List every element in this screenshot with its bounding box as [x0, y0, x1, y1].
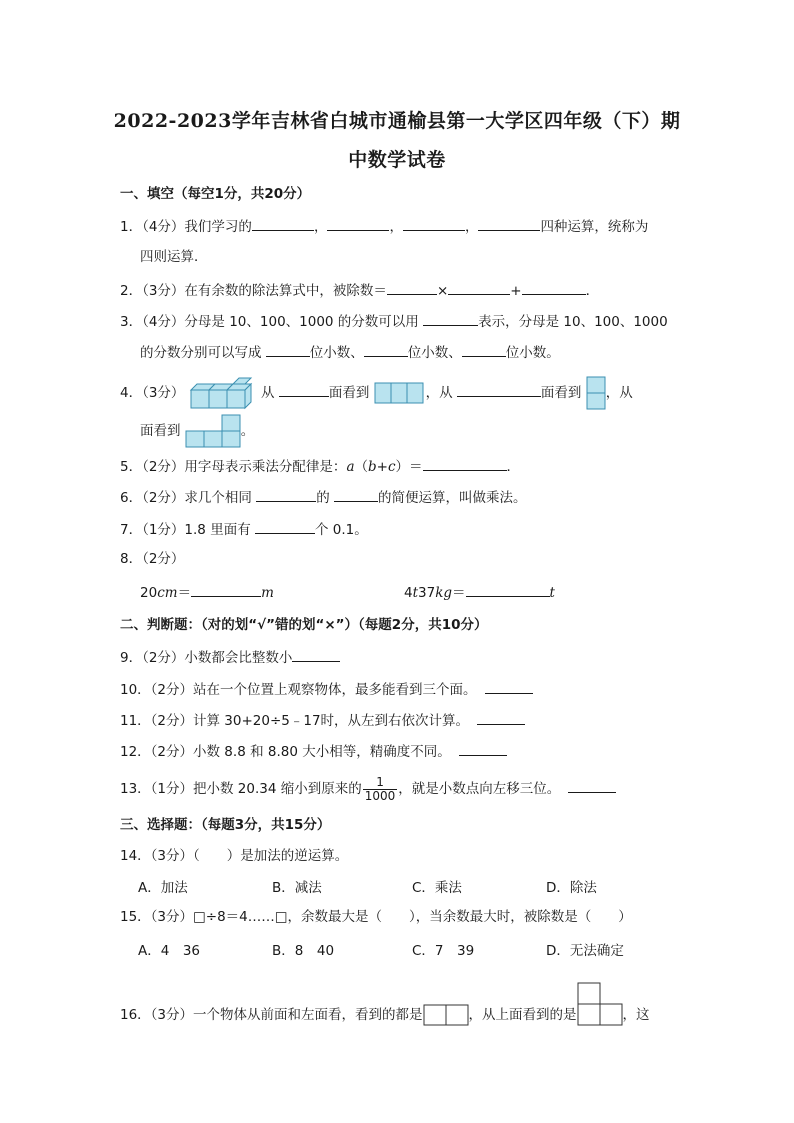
- value-4: 4: [404, 585, 413, 601]
- question-1: [120, 216, 648, 237]
- q5-end: ．: [506, 459, 521, 475]
- q6-text: 6．（2分）求几个相同: [120, 490, 257, 506]
- question-3-cont: [140, 342, 560, 363]
- q4-text: 4．（3分）: [120, 385, 185, 401]
- q15-option-b[interactable]: B．8 40: [272, 943, 335, 959]
- question-3: [120, 311, 668, 332]
- answer-blank[interactable]: [423, 456, 507, 471]
- answer-blank[interactable]: [255, 519, 315, 534]
- equals-sign: ＝: [452, 585, 466, 601]
- answer-blank[interactable]: [191, 582, 261, 597]
- question-1-cont: 四则运算．: [140, 249, 208, 265]
- q5-text: 5．（2分）用字母表示乘法分配律是：: [120, 459, 347, 475]
- q1-text: 1．（4分）我们学习的: [120, 219, 252, 235]
- section-true-false: 二、判断题：（对的划“√”错的划“×”）（每题2分，共10分）: [120, 617, 488, 633]
- answer-blank[interactable]: [266, 342, 310, 357]
- q11-text: 11．（2分）计算 30+20÷5﹣17时，从左到右依次计算。: [120, 713, 470, 729]
- value-37: 37: [418, 585, 436, 601]
- q3-text-3: 的分数分别可以写成: [140, 345, 266, 361]
- paren-close-eq: ）＝: [395, 459, 423, 475]
- q8-part-2: [404, 582, 555, 603]
- section-fill-in: 一、填空（每空1分，共20分）: [120, 186, 311, 202]
- question-10: [120, 679, 533, 700]
- answer-blank[interactable]: [568, 778, 616, 793]
- q4-from-2: ，从: [425, 385, 457, 401]
- plus-sign: +: [376, 459, 388, 475]
- q8-part-1: [140, 582, 274, 603]
- answer-blank[interactable]: [478, 216, 540, 231]
- view-top-l-shape: [577, 982, 623, 1026]
- question-11: [120, 710, 525, 731]
- q4-from-3: ，从: [605, 385, 633, 401]
- q10-text: 10．（2分）站在一个位置上观察物体，最多能看到三个面。: [120, 682, 477, 698]
- question-16: [120, 1004, 650, 1026]
- value-20: 20: [140, 585, 158, 601]
- section-multiple-choice: 三、选择题：（每题3分，共15分）: [120, 817, 331, 833]
- q4-see-3: 面看到: [140, 423, 181, 439]
- answer-blank[interactable]: [387, 280, 437, 295]
- q3-text-2: 表示，分母是 10、100、1000: [478, 314, 668, 330]
- unit-t: t: [549, 585, 555, 601]
- q13-text: 13．（1分）把小数 20.34 缩小到原来的: [120, 781, 362, 797]
- unit-t: t: [412, 585, 419, 601]
- equals-sign: ＝: [177, 585, 192, 601]
- q3-text-6: 位小数。: [505, 345, 560, 361]
- answer-blank[interactable]: [466, 582, 550, 597]
- var-b: b: [368, 459, 377, 475]
- question-2: [120, 280, 599, 301]
- q15-option-a[interactable]: A．4 36: [138, 943, 201, 959]
- times-sign: ×: [436, 283, 449, 299]
- q3-text: 3．（4分）分母是 10、100、1000 的分数可以用: [120, 314, 424, 330]
- q15-option-c[interactable]: C．7 39: [412, 943, 475, 959]
- q1-sep: ，: [464, 219, 479, 235]
- exam-title-line-2: 中数学试卷: [348, 149, 446, 171]
- answer-blank[interactable]: [364, 342, 408, 357]
- answer-blank[interactable]: [477, 710, 525, 725]
- question-14: 14．（3分）（ ）是加法的逆运算。: [120, 848, 349, 864]
- q14-option-b[interactable]: B．减法: [272, 880, 322, 896]
- view-two-stacked-squares: [586, 376, 606, 410]
- fraction-one-thousandth: [363, 776, 398, 803]
- answer-blank[interactable]: [522, 280, 586, 295]
- question-7: [120, 519, 368, 540]
- q7-text: 7．（1分）1.8 里面有: [120, 522, 255, 538]
- answer-blank[interactable]: [462, 342, 506, 357]
- answer-blank[interactable]: [327, 216, 389, 231]
- question-6: [120, 487, 527, 508]
- q4-see-2: 面看到: [540, 385, 582, 401]
- q3-text-5: 位小数、: [407, 345, 462, 361]
- unit-m: m: [261, 585, 274, 601]
- q16-text: 16．（3分）一个物体从前面和左面看，看到的都是: [120, 1007, 423, 1023]
- q1-sep: ，: [313, 219, 328, 235]
- answer-blank[interactable]: [423, 311, 478, 326]
- q1-sep: ，: [389, 219, 403, 235]
- answer-blank[interactable]: [279, 382, 329, 397]
- q2-end: ．: [585, 283, 600, 299]
- answer-blank[interactable]: [334, 487, 378, 502]
- view-two-squares: [423, 1004, 469, 1026]
- exam-title-line-1: 2022-2023学年吉林省白城市通榆县第一大学区四年级（下）期: [113, 110, 681, 132]
- q3-text-4: 位小数、: [309, 345, 364, 361]
- plus-sign: +: [510, 283, 522, 299]
- q13-text-2: ，就是小数点向左移三位。: [398, 781, 561, 797]
- question-8: 8．（2分）: [120, 551, 185, 567]
- q4-see: 面看到: [328, 385, 370, 401]
- answer-blank[interactable]: [457, 382, 541, 397]
- answer-blank[interactable]: [256, 487, 316, 502]
- fraction-denominator: 1000: [364, 788, 396, 803]
- q16-text-2: ，从上面看到的是: [468, 1007, 577, 1023]
- answer-blank[interactable]: [459, 741, 507, 756]
- question-4: [120, 376, 633, 410]
- question-13: [120, 774, 616, 804]
- view-three-squares: [374, 382, 426, 404]
- q12-text: 12．（2分）小数 8.8 和 8.80 大小相等，精确度不同。: [120, 744, 451, 760]
- question-4-cont: [140, 414, 254, 448]
- q14-option-c[interactable]: C．乘法: [412, 880, 462, 896]
- q4-end: 。: [240, 423, 255, 439]
- cube-stack-figure: [189, 376, 257, 410]
- answer-blank[interactable]: [292, 647, 340, 662]
- q7-text-2: 个 0.1。: [314, 522, 368, 538]
- q14-option-d[interactable]: D．除法: [546, 880, 597, 896]
- q6-text-2: 的: [316, 490, 335, 506]
- var-c: c: [387, 459, 396, 475]
- paren-open: （: [354, 459, 368, 475]
- var-a: a: [346, 459, 355, 475]
- fraction-numerator: 1: [363, 776, 398, 790]
- q14-option-a[interactable]: A．加法: [138, 880, 188, 896]
- q6-text-3: 的简便运算，叫做乘法。: [378, 490, 527, 506]
- question-5: [120, 456, 520, 477]
- question-15: 15．（3分）□÷8＝4……□，余数最大是（ ），当余数最大时，被除数是（ ）: [120, 909, 632, 925]
- q16-text-3: ，这: [622, 1007, 650, 1023]
- q4-from: 从: [261, 385, 279, 401]
- q1-text-end: 四种运算，统称为: [540, 219, 649, 235]
- q2-text: 2．（3分）在有余数的除法算式中，被除数＝: [120, 283, 387, 299]
- view-l-shape: [185, 414, 241, 448]
- question-9: [120, 647, 340, 668]
- q9-text: 9．（2分）小数都会比整数小: [120, 650, 293, 666]
- question-12: [120, 741, 507, 762]
- unit-kg: kg: [435, 585, 453, 601]
- answer-blank[interactable]: [448, 280, 510, 295]
- q15-option-d[interactable]: D．无法确定: [546, 943, 624, 959]
- answer-blank[interactable]: [485, 679, 533, 694]
- answer-blank[interactable]: [403, 216, 465, 231]
- unit-cm: cm: [157, 585, 178, 601]
- answer-blank[interactable]: [252, 216, 314, 231]
